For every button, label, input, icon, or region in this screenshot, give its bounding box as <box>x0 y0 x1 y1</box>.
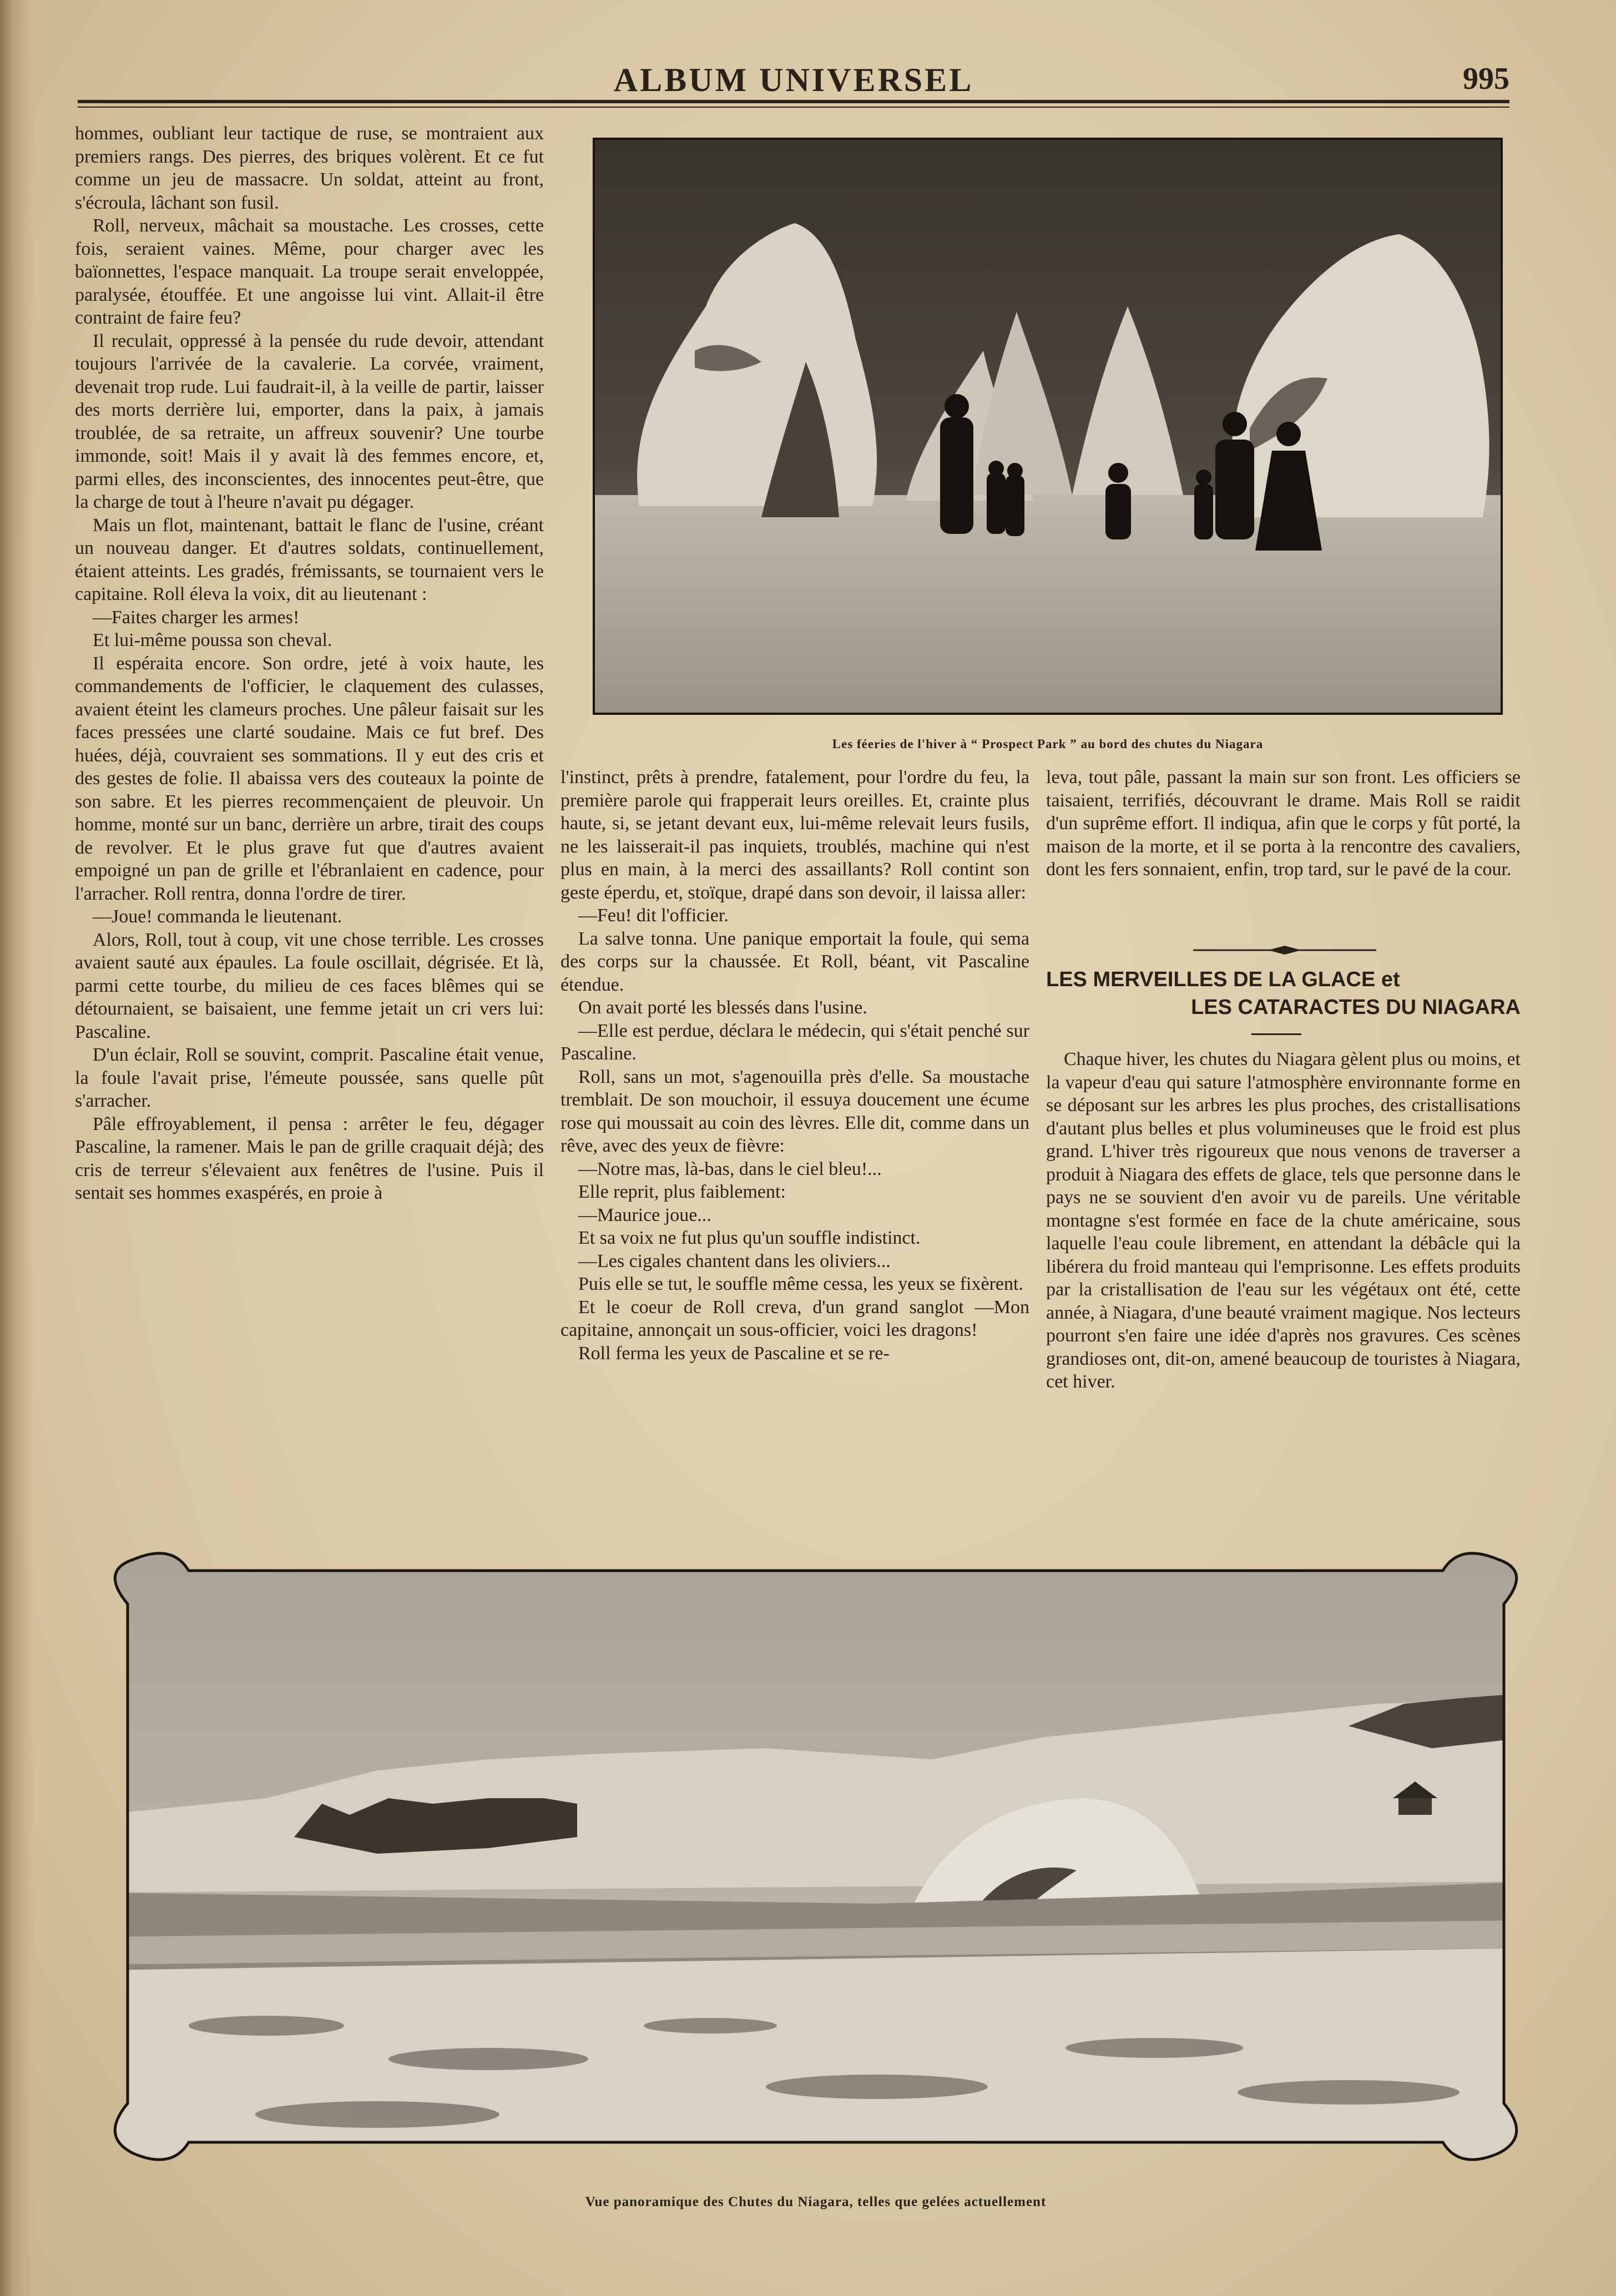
paragraph: —Notre mas, là-bas, dans le ciel bleu!... <box>578 1158 882 1179</box>
paragraph: —Elle est perdue, déclara le médecin, qui s'était penché sur Pascaline. <box>560 1020 1029 1064</box>
paragraph: —Joue! commanda le lieutenant. <box>93 906 342 927</box>
column-3-article <box>1046 1048 1521 1394</box>
paragraph: hommes, oubliant leur tactique de ruse, se montraient aux premiers rangs. Des pierres, des briques volèrent. Et ce fut comme un jeu de massacre. Un soldat, atteint au front, s'écroula, lâchant son fusil. <box>75 123 544 213</box>
paragraph: Et lui-même poussa son cheval. <box>93 630 332 650</box>
top-photo-caption: Les féeries de l'hiver à “ Prospect Park ” au bord des chutes du Niagara <box>832 737 1264 751</box>
paragraph: On avait porté les blessés dans l'usine. <box>578 997 867 1018</box>
paragraph: Chaque hiver, les chutes du Niagara gèlent plus ou moins, et la vapeur d'eau qui sature l'atmosphère environnante forme en se déposant sur les arbres les plus proches, des cristallisations d'autant plus belles et plus volumineuses que le froid est plus grand. L'hiver très rigoureux que nous venons de traverser a produit à Niagara des effets de glace, tels que personne dans le pays ne se souvient d'en avoir vu de pareils. Une véritable montagne s'est formée en face de la chute américaine, sous laquelle l'eau coule librement, en attendant la débâcle qui la libérera du froid manteau qui l'emprisonne. Les effets produits par la cristallisation de l'eau sur les végétaux ont été, cette année, à Niagara, d'une beauté vraiment magique. Nos lecteurs pourront s'en faire une idée d'après nos gravures. Ces scènes grandioses ont, dit-on, amené beaucoup de touristes à Niagara, cet hiver. <box>1046 1049 1521 1392</box>
column-1 <box>75 122 544 1205</box>
winter-park-illustration <box>595 140 1501 713</box>
paragraph: leva, tout pâle, passant la main sur son front. Les officiers se taisaient, terrifiés, découvrant le drame. Mais Roll se raidit d'un suprême effort. Il indiqua, afin que le corps y fût porté, la maison de la morte, et il se porta à la rencontre des cavaliers, dont les fers sonnaient, enfin, trop tard, sur le pavé de la cour. <box>1046 767 1521 880</box>
header-rule-thick <box>78 100 1509 103</box>
panorama-caption: Vue panoramique des Chutes du Niagara, telles que gelées actuellement <box>585 2194 1047 2209</box>
paragraph: D'un éclair, Roll se souvint, comprit. Pascaline était venue, la foule l'avait prise, l'émeute poussée, sans quelle pût s'arracher. <box>75 1044 544 1111</box>
header-rule-thin <box>78 107 1509 108</box>
paragraph: Et le coeur de Roll creva, d'un grand sanglot —Mon capitaine, annonçait un sous-officier, voici les dragons! <box>560 1296 1029 1340</box>
page-header <box>78 61 1509 105</box>
paragraph: Roll, nerveux, mâchait sa moustache. Les crosses, cette fois, seraient vaines. Même, pour charger avec les baïonnettes, l'espace manquait. La troupe serait enveloppée, paralysée, étouffée. Et une angoisse lui vint. Allait-il être contraint de faire feu? <box>75 215 544 328</box>
paragraph: Il reculait, oppressé à la pensée du rude devoir, attendant toujours l'arrivée de la cavalerie. La corvée, vraiment, devenait trop rude. Lui faudrait-il, à la veille de partir, laisser des morts derrière lui, emporter, dans la paix, à jamais troublée, de sa retraite, un affreux souvenir? Une tourbe immonde, soit! Mais il y avait là des femmes encore, et, parmi elles, des inconscientes, des innocentes peut-être, que la charge de tout à l'heure n'avait pu dégager. <box>75 330 544 512</box>
paragraph: La salve tonna. Une panique emportait la foule, qui sema des corps sur la chaussée. Et Roll, béant, vit Pascaline étendue. <box>560 928 1029 995</box>
column-3-story-end <box>1046 766 1521 881</box>
section-ornament <box>1193 945 1376 956</box>
heading-rule <box>1251 1033 1301 1035</box>
paragraph: Roll ferma les yeux de Pascaline et se re- <box>578 1343 890 1364</box>
paragraph: Puis elle se tut, le souffle même cessa, les yeux se fixèrent. <box>578 1274 1023 1294</box>
paragraph: Elle reprit, plus faiblement: <box>578 1182 786 1202</box>
paragraph: l'instinct, prêts à prendre, fatalement, pour l'ordre du feu, la première parole qui frapperait leurs oreilles. Et, crainte plus haute, si, se jetant devant eux, lui-même relevait leurs fusils, ne les laisserait-il pas inquiets, troublés, machine qui n'est plus en main, à la merci des assaillants? Roll contint son geste éperdu, et, stoïque, drapé dans son devoir, il laissa aller: <box>560 767 1029 903</box>
section-heading-line1: LES MERVEILLES DE LA GLACE et <box>1046 968 1400 991</box>
winter-park-photo <box>593 138 1503 715</box>
page-number: 995 <box>1463 62 1509 96</box>
paragraph: Pâle effroyablement, il pensa : arrêter le feu, dégager Pascaline, la ramener. Mais le pan de grille craquait déjà; des cris de terreur s'élevaient aux fenêtres de l'usine. Puis il sentait ses hommes exaspérés, en proie à <box>75 1113 544 1203</box>
paragraph: Alors, Roll, tout à coup, vit une chose terrible. Les crosses avaient sauté aux épaules. La foule oscillait, dégrisée. Et là, parmi cette tourbe, du milieu de ces faces blêmes qui se détournaient, se baisaient, une femme jetait un cri vers lui: Pascaline. <box>75 929 544 1042</box>
paragraph: Roll, sans un mot, s'agenouilla près d'elle. Sa moustache tremblait. De son mouchoir, il essuya doucement une écume rose qui moussait au coin des lèvres. Elle dit, comme dans un rêve, avec des yeux de fièvre: <box>560 1066 1029 1156</box>
section-heading <box>1046 966 1521 1021</box>
binding-shadow <box>0 0 33 2296</box>
section-heading-line2: LES CATARACTES DU NIAGARA <box>1191 996 1521 1019</box>
publication-title: ALBUM UNIVERSEL <box>613 62 974 98</box>
paragraph: Il espéraita encore. Son ordre, jeté à voix haute, les commandements de l'officier, le claquement des culasses, avaient éteint les clameurs proches. Une pâleur faisait sur les faces pressées une clarté soudaine. Mais ce fut bref. Des huées, déjà, couvraient ses sommations. Il y eut des cris et des gestes de folie. Il abaissa vers des couteaux la pointe de son sabre. Et les pierres recommençaient de pleuvoir. Un homme, monté sur un banc, derrière un arbre, tirait des coups de revolver. Et le plus grave fut que d'autres avaient empoigné un pan de grille et l'ébranlaient en cadence, pour l'arracher. Roll rentra, donna l'ordre de tirer. <box>75 653 544 904</box>
paragraph: —Feu! dit l'officier. <box>578 905 729 926</box>
paragraph: —Maurice joue... <box>578 1204 711 1225</box>
paragraph: Et sa voix ne fut plus qu'un souffle indistinct. <box>578 1228 921 1248</box>
column-2 <box>560 766 1029 1365</box>
paragraph: Mais un flot, maintenant, battait le flanc de l'usine, créant un nouveau danger. Et d'autres soldats, continuellement, étaient atteints. Les gradés, frémissants, se tournaient vers le capitaine. Roll éleva la voix, dit au lieutenant : <box>75 514 544 604</box>
paragraph: —Faites charger les armes! <box>93 607 300 628</box>
niagara-panorama-photo <box>100 1537 1532 2176</box>
paragraph: —Les cigales chantent dans les oliviers... <box>578 1250 891 1271</box>
